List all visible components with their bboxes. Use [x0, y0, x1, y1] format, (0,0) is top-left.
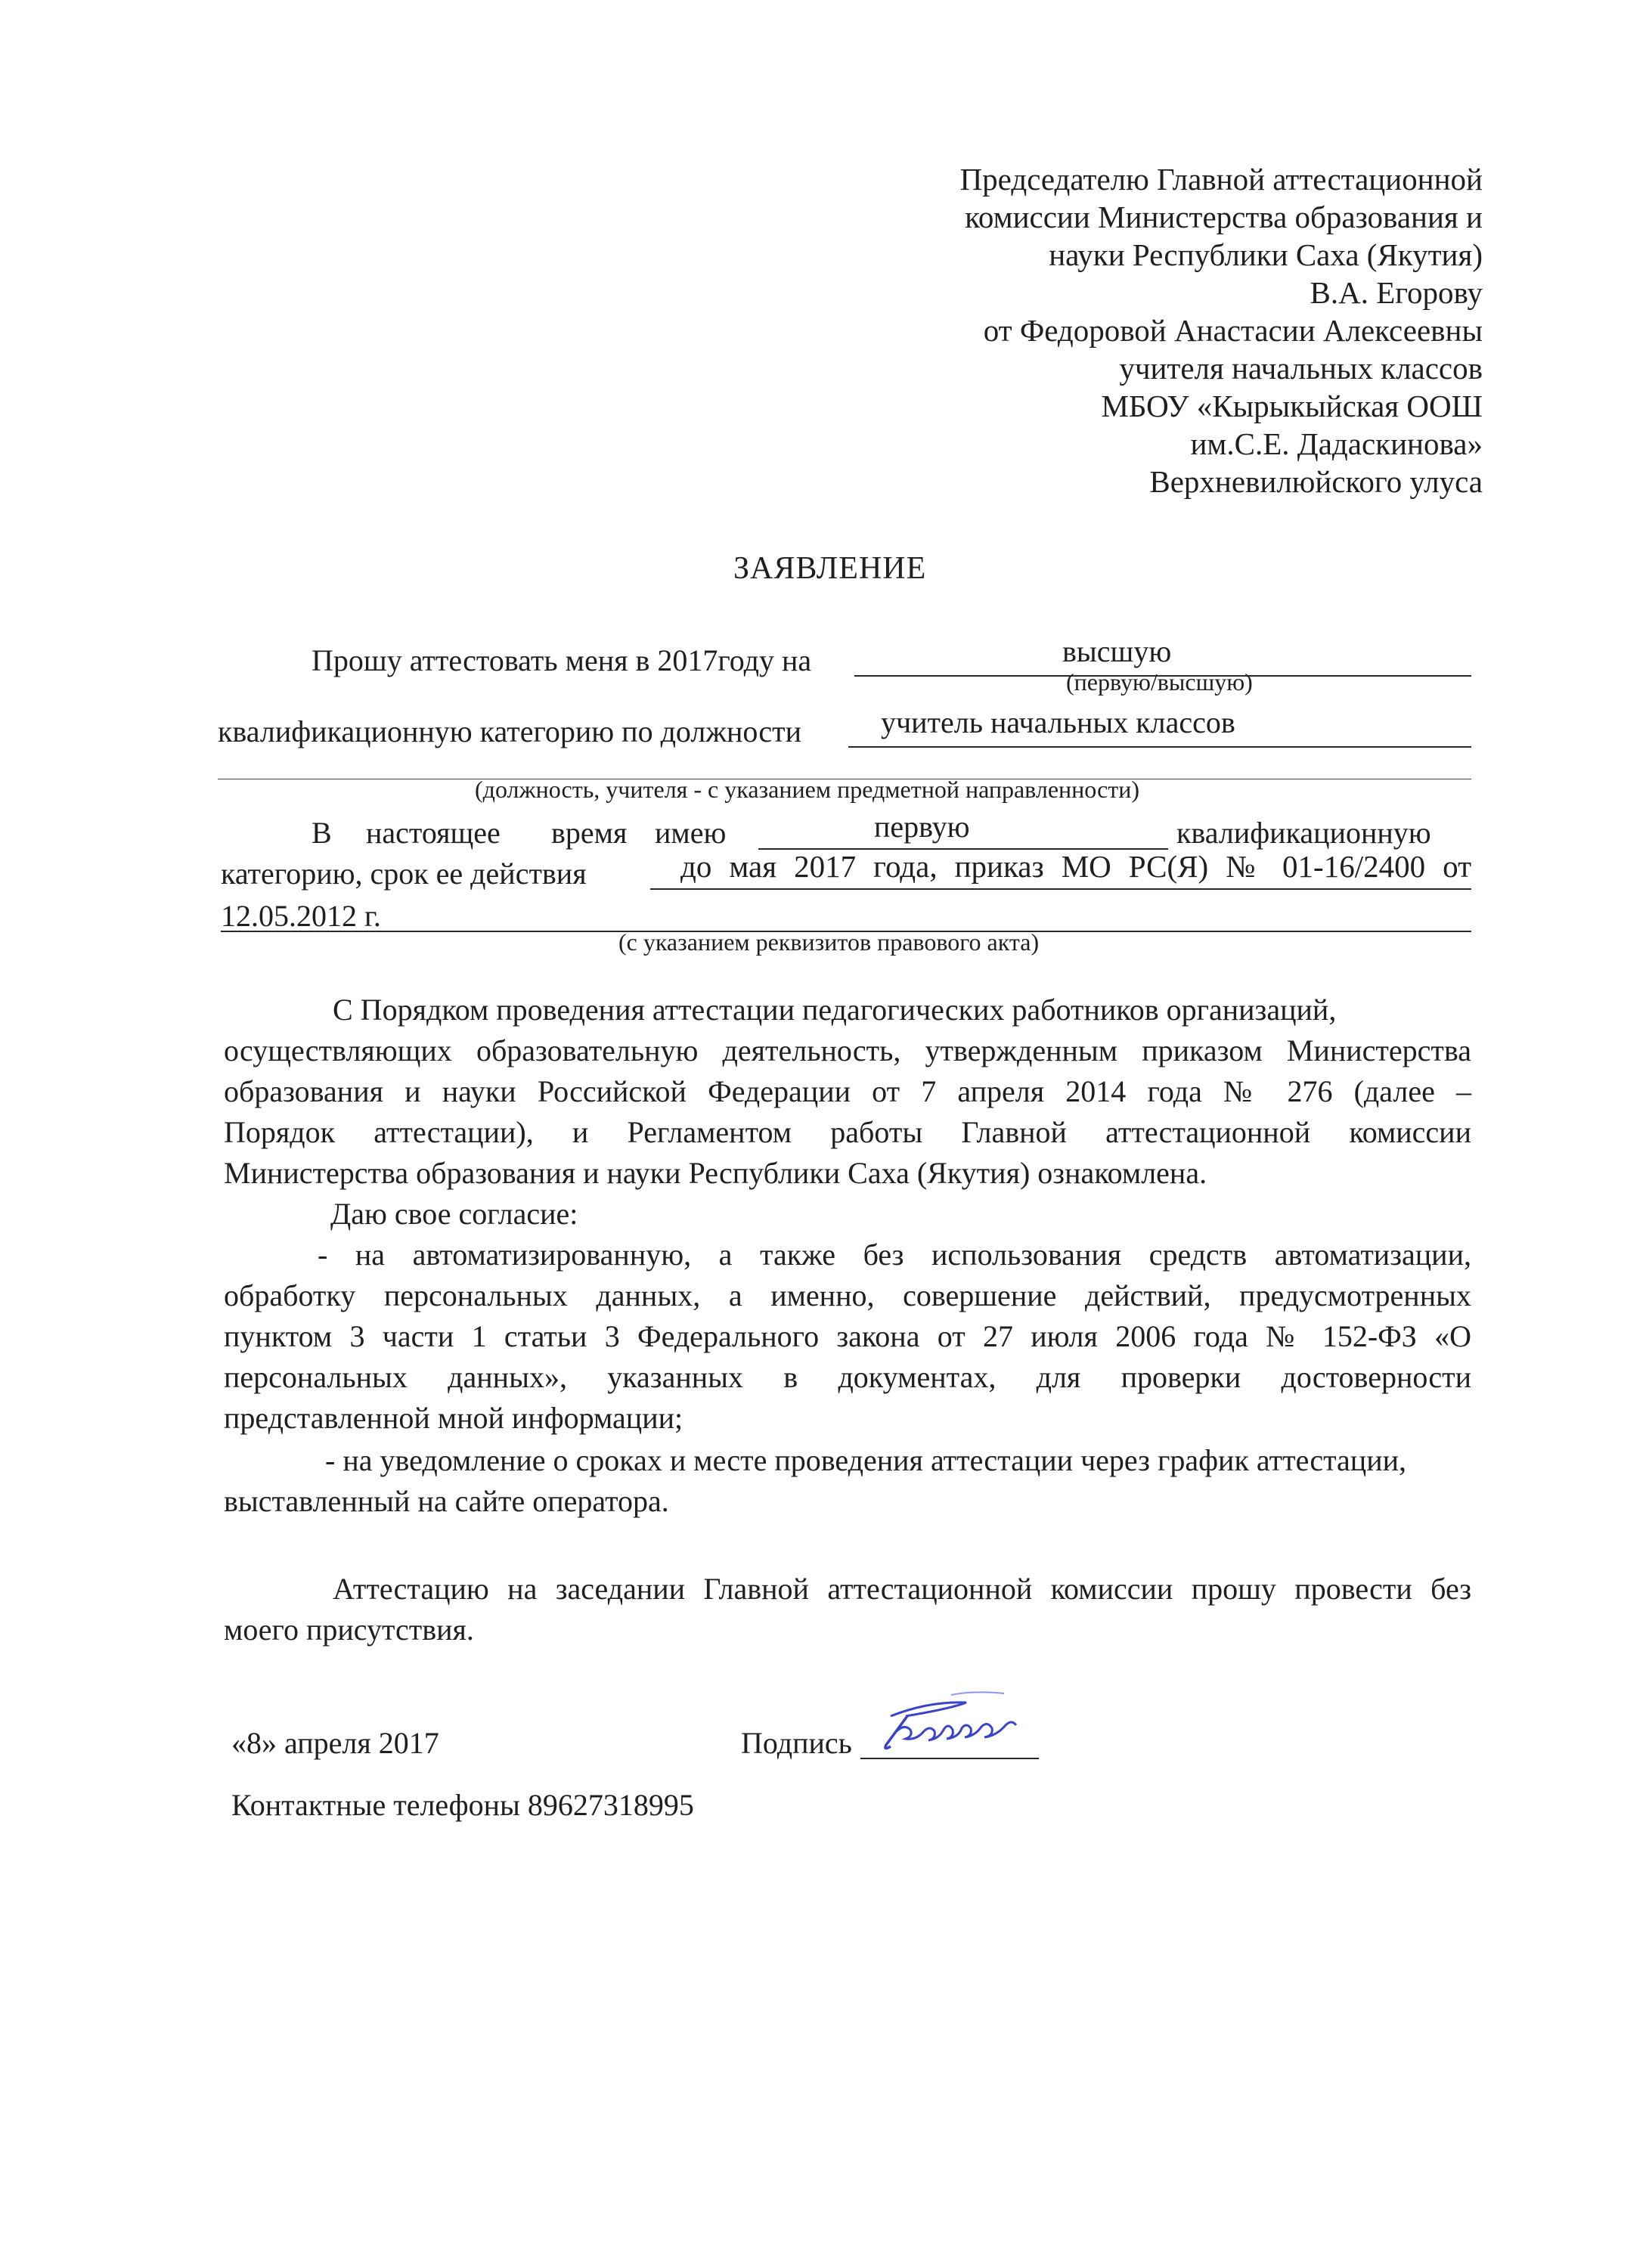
addressee-line: им.С.Е. Дадаскинова» [1190, 426, 1483, 461]
position-value: учитель начальных классов [881, 705, 1235, 739]
signature-drawing [860, 1686, 1057, 1769]
addressee-line: науки Республики Саха (Якутия) [1049, 237, 1483, 272]
current-word: время [551, 816, 628, 850]
position-hint: (должность, учителя - с указанием предметной направленности) [475, 776, 1140, 803]
current-word: имею [655, 816, 727, 850]
current-word: настоящее [366, 816, 501, 850]
signature-label: Подпись [741, 1726, 852, 1760]
consent-line: обработку персональных данных, а именно, совершение действий, предусмотренных [224, 1278, 1471, 1312]
request-text: Прошу аттестовать меня в 2017году на [312, 643, 812, 677]
handwritten-signature [860, 1686, 1057, 1769]
consent-line: пунктом 3 части 1 статьи 3 Федерального закона от 27 июля 2006 года № 152-ФЗ «О [224, 1319, 1471, 1353]
paragraph-line: Министерства образования и науки Республики Саха (Якутия) ознакомлена. [224, 1156, 1207, 1190]
requested-category: высшую [1062, 634, 1172, 668]
consent-line: персональных данных», указанных в документах, для проверки достоверности [224, 1360, 1471, 1394]
position-text: квалификационную категорию по должности [218, 714, 802, 748]
paragraph-line: С Порядком проведения аттестации педагогических работников организаций, [333, 993, 1337, 1027]
addressee-line: В.А. Егорову [1310, 275, 1483, 310]
paragraph-line: осуществляющих образовательную деятельность, утвержденным приказом Министерства [224, 1033, 1471, 1067]
validity-value-continued: 12.05.2012 г. [221, 899, 381, 933]
position-underline [848, 746, 1471, 748]
consent-line: - на уведомление о сроках и месте проведения аттестации через график аттестации, [325, 1443, 1407, 1477]
application-date: «8» апреля 2017 [231, 1726, 439, 1760]
paragraph-line: образования и науки Российской Федерации от 7 апреля 2014 года № 276 (далее – [224, 1074, 1471, 1108]
addressee-line: комиссии Министерства образования и [965, 200, 1483, 234]
consent-line: - на автоматизированную, а также без использования средств автоматизации, [318, 1238, 1471, 1272]
current-category: первую [874, 810, 970, 844]
addressee-line: учителя начальных классов [1119, 351, 1483, 386]
validity-label: категорию, срок ее действия [221, 857, 587, 891]
paragraph-line: Порядок аттестации), и Регламентом работы Главной аттестационной комиссии [224, 1115, 1471, 1149]
act-hint: (с указанием реквизитов правового акта) [618, 928, 1040, 956]
consent-line: выставленный на сайте оператора. [224, 1484, 669, 1518]
consent-heading: Даю свое согласие: [330, 1197, 578, 1231]
validity-value: до мая 2017 года, приказ МО РС(Я) № 01-16/2400 от [680, 849, 1471, 884]
current-word: В [312, 816, 332, 850]
addressee-line: от Федоровой Анастасии Алексеевны [983, 313, 1483, 348]
paragraph-line: моего присутствия. [224, 1613, 474, 1647]
contact-phones: Контактные телефоны 89627318995 [231, 1788, 694, 1822]
addressee-line: Председателю Главной аттестационной [959, 162, 1483, 197]
addressee-line: МБОУ «Кырыкыйская ООШ [1101, 389, 1483, 423]
validity-underline [650, 888, 1471, 890]
category-hint: (первую/высшую) [1066, 668, 1253, 696]
paragraph-line: Аттестацию на заседании Главной аттестационной комиссии прошу провести без [333, 1572, 1471, 1606]
current-word: квалификационную [1176, 816, 1431, 850]
document-title: ЗАЯВЛЕНИЕ [733, 551, 927, 586]
addressee-line: Верхневилюйского улуса [1149, 464, 1483, 499]
consent-line: представленной мной информации; [224, 1401, 683, 1435]
